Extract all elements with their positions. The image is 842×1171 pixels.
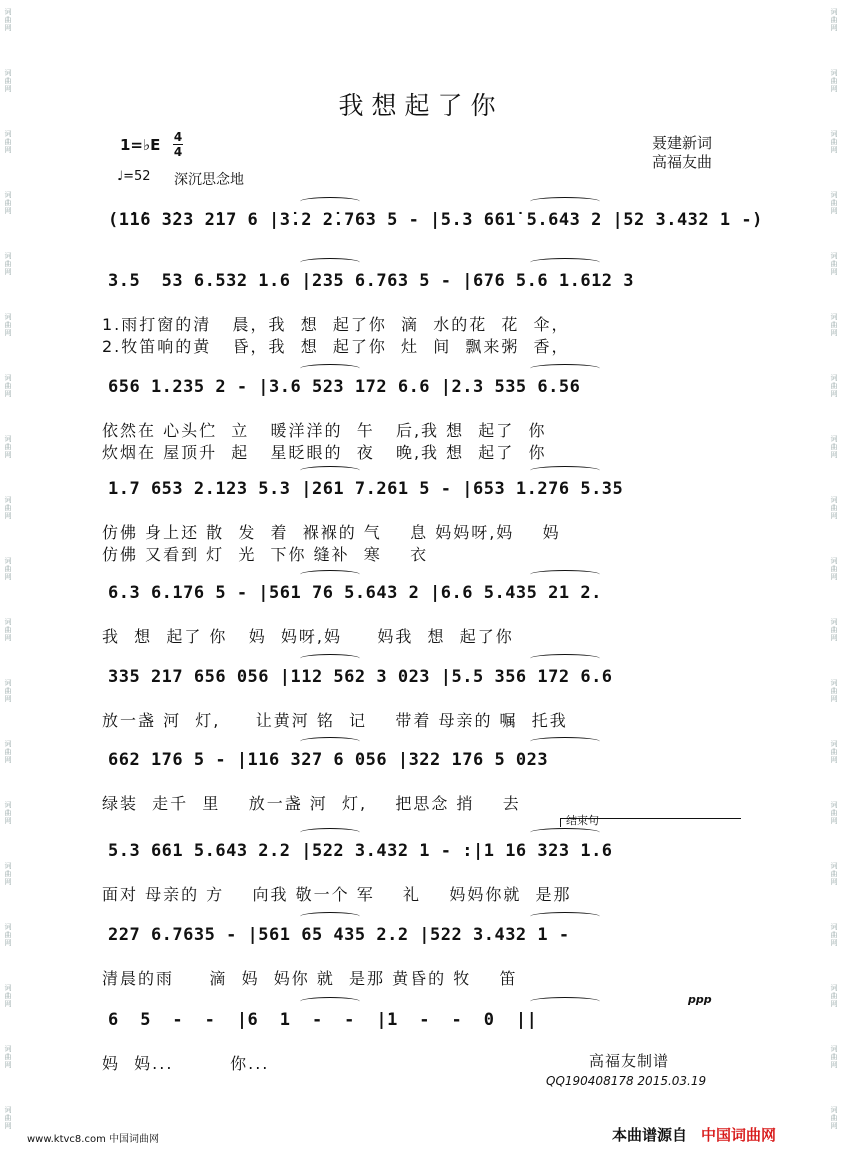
watermark-glyphs: 词 曲 网 [830, 618, 838, 642]
jianpu-notes: 656 1.235 2 - |3.6 523 172 6.6 |2.3 535 6.56 [108, 377, 581, 397]
lyric-line: 2.牧笛响的黄 昏，我 想 起了你 灶 间 飘来粥 香， [102, 337, 570, 356]
watermark-glyphs: 词 曲 网 [830, 435, 838, 459]
watermark-glyphs: 词 曲 网 [4, 557, 12, 581]
watermark-glyphs: 词 曲 网 [830, 923, 838, 947]
watermark-glyphs: 词 曲 网 [830, 1045, 838, 1069]
slur-mark [530, 997, 600, 1006]
tempo-mark: ♩=52 [117, 169, 151, 184]
slur-mark [530, 654, 600, 663]
slur-mark [300, 466, 360, 475]
notes-row [100, 836, 740, 866]
watermark-glyphs: 词 曲 网 [830, 801, 838, 825]
watermark-glyphs: 词 曲 网 [830, 984, 838, 1008]
lyric-line: 炊烟在 屋顶升 起 星眨眼的 夜 晚,我 想 起了 你 [102, 443, 547, 462]
watermark-glyphs: 词 曲 网 [830, 69, 838, 93]
meter-bottom: 4 [173, 145, 183, 159]
lyric-line: 我 想 起了 你 妈 妈呀,妈 妈我 想 起了你 [102, 627, 514, 646]
lyric-line: 清晨的雨 滴 妈 妈你 就 是那 黄昏的 牧 笛 [102, 969, 518, 988]
jianpu-notes: 3.5 53 6.532 1.6 |235 6.763 5 - |676 5.6 1.612 3 [108, 271, 635, 291]
slur-mark [300, 912, 360, 921]
watermark-glyphs: 词 曲 网 [4, 313, 12, 337]
jianpu-notes: 227 6.7635 - |561 65 435 2.2 |522 3.432 1 - [108, 925, 570, 945]
composer: 高福友曲 [652, 153, 713, 171]
lyric-line: 绿装 走千 里 放一盏 河 灯, 把思念 捎 去 [102, 794, 521, 813]
dynamic-mark: ppp [688, 993, 712, 1006]
watermark-glyphs: 词 曲 网 [830, 252, 838, 276]
jianpu-notes: 6 5 - - |6 1 - - |1 - - 0 || [108, 1010, 538, 1030]
slur-mark [530, 828, 600, 837]
watermark-glyphs: 词 曲 网 [830, 313, 838, 337]
jianpu-notes: 1.7 653 2.123 5.3 |261 7.261 5 - |653 1.276 5.35 [108, 479, 624, 499]
watermark-glyphs: 词 曲 网 [4, 130, 12, 154]
lyric-line: 1.雨打窗的清 晨，我 想 起了你 滴 水的花 花 伞， [102, 315, 570, 334]
lyric-line: 放一盏 河 灯, 让黄河 铭 记 带着 母亲的 嘱 托我 [102, 711, 568, 730]
notes-row [100, 662, 740, 692]
right-watermark-strip [826, 0, 842, 1171]
watermark-glyphs: 词 曲 网 [4, 69, 12, 93]
lyric-line: 仿佛 又看到 灯 光 下你 缝补 寒 衣 [102, 545, 429, 564]
qq-date: QQ190408178 2015.03.19 [546, 1074, 707, 1088]
source-label: 本曲谱源自 [612, 1126, 688, 1144]
slur-mark [530, 466, 600, 475]
watermark-glyphs: 词 曲 网 [830, 374, 838, 398]
watermark-glyphs: 词 曲 网 [4, 496, 12, 520]
slur-mark [530, 737, 600, 746]
watermark-glyphs: 词 曲 网 [830, 191, 838, 215]
watermark-glyphs: 词 曲 网 [4, 862, 12, 886]
song-title: 我想起了你 [338, 91, 504, 120]
jianpu-notes: 6.3 6.176 5 - |561 76 5.643 2 |6.6 5.435 21 2. [108, 583, 602, 603]
left-watermark-strip [0, 0, 16, 1171]
notes-row [100, 920, 740, 950]
slur-mark [530, 570, 600, 579]
slur-mark [300, 258, 360, 267]
watermark-glyphs: 词 曲 网 [4, 923, 12, 947]
notes-row [100, 578, 740, 608]
watermark-glyphs: 词 曲 网 [4, 1045, 12, 1069]
arranger-credit: 高福友制谱 [589, 1052, 670, 1070]
notes-row [100, 205, 763, 235]
notes-row [100, 474, 740, 504]
slur-mark [530, 197, 600, 206]
watermark-glyphs: 词 曲 网 [830, 557, 838, 581]
source-site: 中国词曲网 [701, 1126, 777, 1144]
watermark-glyphs: 词 曲 网 [830, 8, 838, 32]
watermark-glyphs: 词 曲 网 [4, 801, 12, 825]
watermark-glyphs: 词 曲 网 [830, 740, 838, 764]
credits [652, 134, 712, 172]
watermark-glyphs: 词 曲 网 [4, 984, 12, 1008]
lyric-line: 仿佛 身上还 散 发 着 褓褓的 气 息 妈妈呀,妈 妈 [102, 523, 561, 542]
time-signature [173, 131, 183, 158]
jianpu-notes: 5.3 661 5.643 2.2 |522 3.432 1 - :|1 16 323 1.6 [108, 841, 613, 861]
notes-row [100, 745, 740, 775]
lyricist: 聂建新词 [652, 134, 713, 152]
ending-label: 结束句 [566, 814, 599, 827]
watermark-glyphs: 词 曲 网 [4, 191, 12, 215]
slur-mark [300, 654, 360, 663]
slur-mark [300, 737, 360, 746]
watermark-glyphs: 词 曲 网 [4, 374, 12, 398]
watermark-glyphs: 词 曲 网 [830, 679, 838, 703]
slur-mark [530, 258, 600, 267]
slur-mark [530, 912, 600, 921]
meter-top: 4 [173, 130, 183, 144]
watermark-glyphs: 词 曲 网 [4, 679, 12, 703]
notes-row [100, 266, 740, 296]
watermark-glyphs: 词 曲 网 [4, 740, 12, 764]
slur-mark [300, 997, 360, 1006]
watermark-glyphs: 词 曲 网 [4, 1106, 12, 1130]
lyric-line: 依然在 心头伫 立 暖洋洋的 午 后,我 想 起了 你 [102, 421, 547, 440]
slur-mark [300, 364, 360, 373]
slur-mark [300, 570, 360, 579]
jianpu-notes: 662 176 5 - |116 327 6 056 |322 176 5 023 [108, 750, 549, 770]
slur-mark [530, 364, 600, 373]
slur-mark [300, 197, 360, 206]
watermark-glyphs: 词 曲 网 [830, 496, 838, 520]
source-credit [612, 1124, 776, 1145]
lyric-line: 妈 妈... 你... [102, 1054, 270, 1073]
key-signature: 1=♭E [120, 136, 161, 154]
watermark-glyphs: 词 曲 网 [4, 252, 12, 276]
watermark-glyphs: 词 曲 网 [830, 130, 838, 154]
slur-mark [300, 828, 360, 837]
site-url: www.ktvc8.com 中国词曲网 [27, 1134, 160, 1145]
expression-mark: 深沉思念地 [174, 172, 244, 188]
jianpu-notes: (1̇1̇6 3̇23 2̇17 6 |3̇.2 2̇.763 5 - |5.3 661̇ 5.643 2 |52 3.432 1 -) [108, 210, 763, 230]
jianpu-notes: 335 217 656 056 |112 562 3 023 |5.5 356 172 6.6 [108, 667, 613, 687]
watermark-glyphs: 词 曲 网 [4, 8, 12, 32]
notes-row [100, 1005, 740, 1035]
watermark-glyphs: 词 曲 网 [4, 618, 12, 642]
watermark-glyphs: 词 曲 网 [830, 1106, 838, 1130]
watermark-glyphs: 词 曲 网 [4, 435, 12, 459]
lyric-line: 面对 母亲的 方 向我 敬一个 军 礼 妈妈你就 是那 [102, 885, 572, 904]
watermark-glyphs: 词 曲 网 [830, 862, 838, 886]
notes-row [100, 372, 740, 402]
